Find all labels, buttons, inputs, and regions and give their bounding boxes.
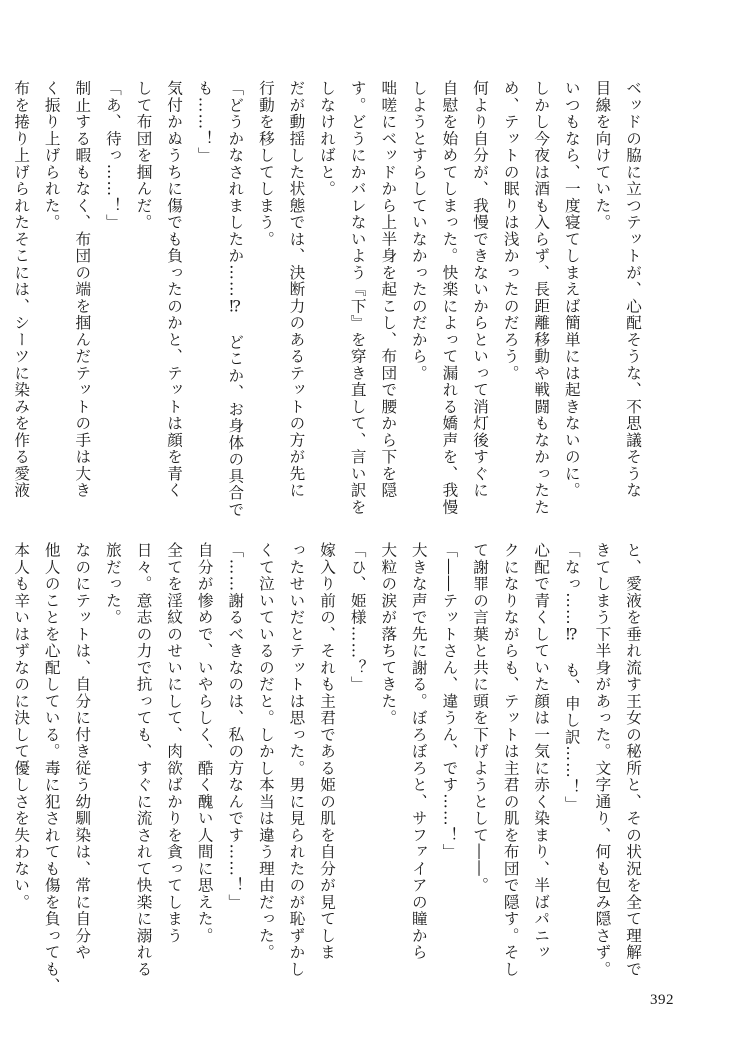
text-line: 大粒の涙が落ちてきた。 <box>379 542 398 727</box>
text-line: 日々。意志の力で抗っても、すぐに流されて快楽に溺れる <box>134 542 153 978</box>
text-line: 旅だった。 <box>103 542 122 626</box>
text-line: 大きな声で先に謝る。ぼろぼろと、サファイアの瞳から <box>409 542 428 961</box>
text-line: め、テットの眠りは浅かったのだろう。 <box>501 80 520 382</box>
text-line: て謝罪の言葉と共に頭を下げようとして――。 <box>471 542 490 894</box>
text-line: きてしまう下半身があった。文字通り、何も包み隠さず。 <box>593 542 612 978</box>
text-line: 制止する暇もなく、布団の端を掴んだテットの手は大き <box>73 80 92 499</box>
text-line: なのにテットは、自分に付き従う幼馴染は、常に自分や <box>73 542 92 961</box>
text-line: 全てを淫紋のせいにして、肉欲ばかりを貪ってしまう <box>165 542 184 944</box>
text-line: 気付かぬうちに傷でも負ったのかと、テットは顔を青く <box>165 80 184 499</box>
text-line: 他人のことを心配している。毒に犯されても傷を負っても、 <box>42 542 61 995</box>
top-text-block <box>6 80 648 518</box>
bottom-text-block <box>6 542 648 995</box>
text-line: だが動揺した状態では、決断力のあるテットの方が先に <box>287 80 306 499</box>
text-line: クになりながらも、テットは主君の肌を布団で隠す。そし <box>501 542 520 978</box>
text-line: 行動を移してしまう。 <box>256 80 275 248</box>
text-line: 目線を向けていた。 <box>593 80 612 231</box>
text-line: 自分が惨めで、いやらしく、酷く醜い人間に思えた。 <box>195 542 214 944</box>
text-line: ったせいだとテットは思った。男に見られたのが恥ずかし <box>287 542 306 978</box>
text-line: 咄嗟にベッドから上半身を起こし、布団で腰から下を隠 <box>379 80 398 499</box>
text-line: 「なっ……⁉ も、申し訳……！」 <box>562 542 581 813</box>
text-line: くて泣いているのだと。しかし本当は違う理由だった。 <box>256 542 275 961</box>
text-line: と、愛液を垂れ流す王女の秘所と、その状況を全て理解で <box>624 542 642 978</box>
text-line: も……！」 <box>195 80 214 164</box>
text-line: 布を捲り上げられたそこには、シーツに染みを作る愛液 <box>12 80 31 499</box>
text-line: 「……謝るべきなのは、私の方なんです……！」 <box>226 542 245 911</box>
text-line: しようとすらしていなかったのだから。 <box>409 80 428 382</box>
text-line: しかし今夜は酒も入らず、長距離移動や戦闘もなかったた <box>532 80 551 516</box>
text-line: して布団を掴んだ。 <box>134 80 153 231</box>
text-line: 本人も辛いはずなのに決して優しさを失わない。 <box>12 542 31 911</box>
text-line: 何より自分が、我慢できないからといって消灯後すぐに <box>471 80 490 499</box>
text-line: 心配で青くしていた顔は一気に赤く染まり、半ばパニッ <box>532 542 551 961</box>
text-line: しなければと。 <box>318 80 337 198</box>
text-line: ベッドの脇に立つテットが、心配そうな、不思議そうな <box>624 80 642 499</box>
text-line: す。どうにかバレないよう『下』を穿き直して、言い訳を <box>348 80 367 516</box>
page-number: 392 <box>650 992 674 1008</box>
text-line: 「どうかなされましたか……⁉ どこか、お身体の具合で <box>226 80 245 518</box>
text-line: いつもなら、一度寝てしまえば簡単には起きないのに。 <box>562 80 581 499</box>
text-line: 「ひ、姫様……？」 <box>348 542 367 693</box>
text-line: 「あ、待っ……！」 <box>103 80 122 231</box>
text-line: 「――テットさん、違うん、です……！」 <box>440 542 459 861</box>
text-line: く振り上げられた。 <box>42 80 61 231</box>
text-line: 自慰を始めてしまった。快楽によって漏れる嬌声を、我慢 <box>440 80 459 516</box>
text-line: 嫁入り前の、それも主君である姫の肌を自分が見てしま <box>318 542 337 961</box>
